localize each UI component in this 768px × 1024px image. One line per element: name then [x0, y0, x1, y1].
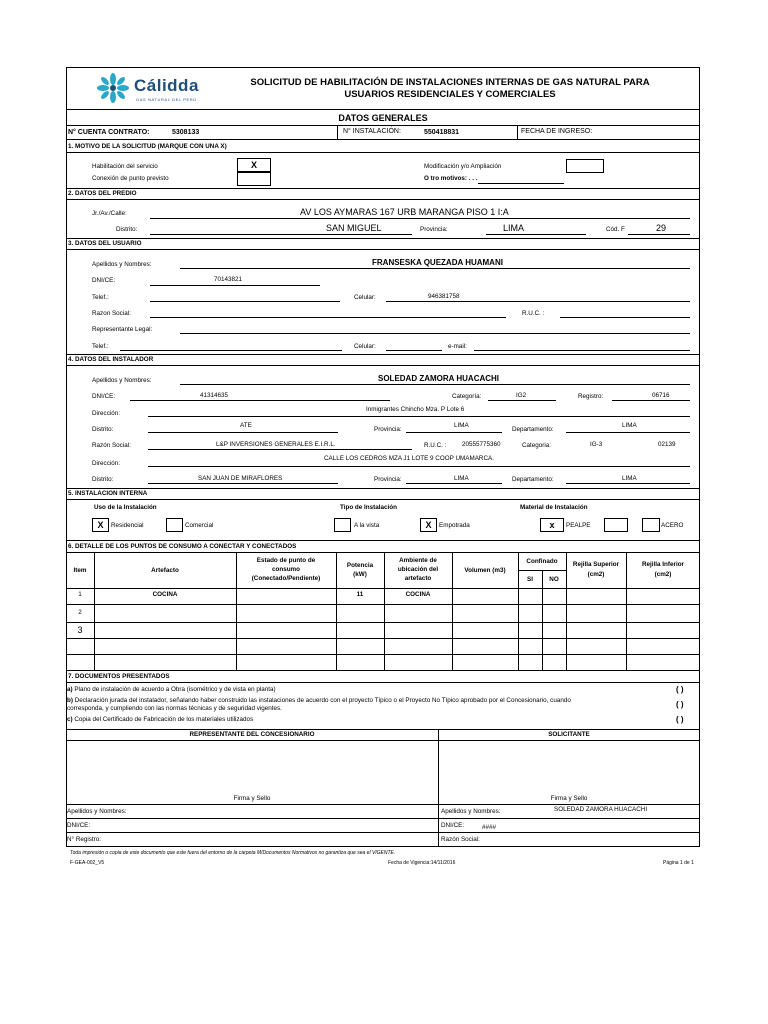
usuario-telef2-label: Telef.:: [92, 343, 109, 350]
col-potencia-1: Potencia: [346, 562, 374, 569]
instalador-registro2-value: 02139: [658, 441, 676, 448]
instalador-provincia-value: LIMA: [454, 422, 469, 429]
rep-nombres-label: Apellidos y Nombres:: [67, 808, 127, 815]
section-4-title: 4. DATOS DEL INSTALADOR: [68, 356, 154, 363]
otros-label: O tro motivos: . . .: [424, 175, 478, 182]
footer-pagina: Página 1 de 1: [663, 860, 694, 866]
material-label: Material de Instalación: [520, 504, 588, 511]
solicitante-title: SOLICITANTE: [548, 731, 590, 738]
residencial-checkbox[interactable]: X: [92, 518, 109, 532]
habilitacion-label: Habilitación del servicio: [92, 163, 158, 170]
instalador-provincia2-label: Provincia:: [374, 476, 402, 483]
rep-concesionario-title: REPRESENTANTE DEL CONCESIONARIO: [189, 731, 315, 738]
col-no: NO: [549, 576, 559, 583]
distrito-value: SAN MIGUEL: [326, 223, 382, 233]
usuario-celular2-label: Celular:: [354, 343, 376, 350]
vista-checkbox[interactable]: [334, 518, 351, 532]
comercial-checkbox[interactable]: [166, 518, 183, 532]
instalacion-value: 550418831: [424, 129, 460, 136]
instalador-categoria2-label: Categoria:: [522, 442, 552, 449]
instalador-distrito2-value: SAN JUAN DE MIRAFLORES: [198, 475, 283, 482]
section-1-title: 1. MOTIVO DE LA SOLICITUD (MARQUE CON UNA X): [68, 143, 227, 150]
instalador-departamento-label: Departamento:: [512, 426, 554, 433]
table-row-1-item: 1: [78, 591, 82, 598]
usuario-ruc-label: R.U.C. :: [522, 310, 545, 317]
doc-b-line2: corresponda, y cumpliendo con las normas técnicas y de seguridad vigentes.: [67, 705, 282, 712]
col-ambiente-3: artefacto: [404, 575, 432, 582]
rep-firma: Firma y Sello: [233, 795, 271, 802]
sol-razon-label: Razón Social:: [441, 836, 480, 843]
instalador-provincia-label: Provincia:: [374, 426, 402, 433]
col-superior-2: (cm2): [587, 571, 605, 578]
col-volumen: Volumen (m3): [464, 567, 506, 574]
modificacion-checkbox[interactable]: [566, 159, 604, 173]
doc-a: a) Plano de instalación de acuerdo a Obra (isométrico y de vista en planta): [67, 686, 276, 693]
section-5-title: 5. INSTALACION INTERNA: [68, 490, 148, 497]
usuario-celular-value: 946381758: [428, 293, 460, 300]
usuario-razon-label: Razon Social:: [92, 310, 131, 317]
instalador-registro-label: Registro:: [578, 393, 604, 400]
usuario-email-label: e-mail:: [448, 343, 467, 350]
doc-a-check[interactable]: ( ): [676, 685, 684, 694]
instalador-departamento2-value: LIMA: [622, 475, 637, 482]
instalador-distrito-value: ATE: [240, 422, 252, 429]
sol-nombres-label: Apellidos y Nombres:: [441, 808, 501, 815]
instalador-distrito-label: Distrito:: [92, 426, 114, 433]
sol-dni-label: DNI/CE:: [441, 822, 465, 829]
vista-label: A la vista: [354, 522, 380, 529]
footer-code: F-GEA-002_V5: [70, 860, 105, 866]
tipo-label: Tipo de Instalación: [340, 504, 397, 511]
instalador-direccion-label: Dirección:: [92, 410, 120, 417]
instalador-direccion2-label: Dirección:: [92, 460, 120, 467]
doc-b-check[interactable]: ( ): [676, 700, 684, 709]
instalador-razon-label: Razón Social:: [92, 442, 131, 449]
col-inferior-1: Rejilla Inferior: [642, 561, 684, 568]
usuario-dni-label: DNI/CE:: [92, 277, 116, 284]
section-7-title: 7. DOCUMENTOS PRESENTADOS: [68, 673, 170, 680]
instalador-direccion-value: Inmigrantes Chincho Mza. P Lote 6: [366, 406, 465, 413]
logo-tagline: GAS NATURAL DEL PERÚ: [136, 97, 197, 102]
acero-label: ACERO: [661, 522, 684, 529]
instalador-ruc-label: R.U.C. :: [424, 442, 447, 449]
cuenta-value: 5308133: [172, 129, 200, 136]
instalador-nombres-value: SOLEDAD ZAMORA HUACACHI: [378, 374, 500, 383]
cuenta-label: N° CUENTA CONTRATO:: [68, 129, 150, 136]
form-title-line1: SOLICITUD DE HABILITACIÓN DE INSTALACIONES INTERNAS DE GAS NATURAL PARA: [250, 77, 650, 88]
usuario-dni-value: 70143821: [214, 276, 243, 283]
instalador-dni-value: 41314635: [200, 392, 229, 399]
doc-b-line1: b) Declaración jurada del instalador, señalando haber construido las instalaciones de acuerdo con el proyecto Típico o el Proyecto No Típico aprobado por el Concesionario, cuando: [67, 697, 571, 704]
provincia-label: Provincia:: [420, 226, 448, 233]
doc-c-check[interactable]: ( ): [676, 715, 684, 724]
empotrada-label: Empotrada: [439, 522, 470, 529]
pealpe-checkbox[interactable]: x: [540, 518, 564, 532]
usuario-nombres-label: Apellidos y Nombres:: [92, 261, 152, 268]
usuario-celular-label: Celular:: [354, 294, 376, 301]
pealpe-label: PEALPE: [566, 522, 591, 529]
instalador-departamento-value: LIMA: [622, 422, 637, 429]
datos-generales-header: DATOS GENERALES: [338, 113, 428, 123]
calle-label: Jr./Av./Calle:: [92, 210, 127, 217]
table-row-2-item: 2: [78, 609, 82, 616]
sol-dni-value: ####: [482, 824, 497, 831]
distrito-label: Distrito:: [116, 226, 138, 233]
instalador-provincia2-value: LIMA: [454, 475, 469, 482]
instalador-ruc-value: 20555775360: [462, 441, 501, 448]
uso-label: Uso de la Instalación: [94, 504, 157, 511]
fecha-ingreso-label: FECHA DE INGRESO:: [521, 128, 593, 135]
footer-note: Toda impresión o copia de este documento que este fuera del entorno de la carpeta M/Documentos Normativos no garantiza que sea el VIGENTE.: [70, 850, 396, 856]
logo-name: Cálidda: [134, 76, 199, 95]
col-estado-1: Estado de punto de: [256, 557, 316, 564]
col-si: SI: [527, 576, 533, 583]
empotrada-checkbox[interactable]: X: [420, 518, 437, 532]
rep-registro-label: N° Registro:: [67, 836, 102, 843]
instalador-categoria-value: IG2: [516, 392, 527, 399]
comercial-label: Comercial: [185, 522, 214, 529]
usuario-telef-label: Telef.:: [92, 294, 109, 301]
conexion-label: Conexión de punto previsto: [92, 175, 169, 182]
col-ambiente-1: Ambiente de: [399, 557, 437, 564]
acero-checkbox[interactable]: [642, 518, 660, 532]
col-inferior-2: (cm2): [654, 571, 672, 578]
col-artefacto: Artefacto: [151, 567, 179, 574]
section-2-title: 2. DATOS DEL PREDIO: [68, 190, 137, 197]
col-superior-1: Rejilla Superior: [572, 561, 620, 568]
col-ambiente-2: ubicación del: [397, 566, 439, 573]
instalador-direccion2-value: CALLE LOS CEDROS MZA J1 LOTE 9 COOP UMAMARCA.: [324, 455, 494, 462]
residencial-label: Residencial: [111, 522, 144, 529]
col-confinado: Confinado: [526, 558, 558, 565]
section-6-title: 6. DETALLE DE LOS PUNTOS DE CONSUMO A CONECTAR Y CONECTADOS: [68, 543, 297, 550]
habilitacion-checkbox[interactable]: X: [237, 158, 271, 172]
table-row-1-artefacto: COCINA: [152, 591, 178, 598]
rep-dni-label: DNI/CE:: [67, 822, 91, 829]
col-estado-2: consumo: [272, 566, 300, 573]
instalador-nombres-label: Apellidos y Nombres:: [92, 377, 152, 384]
footer-vigencia: Fecha de Vigencia:14/11/2016: [388, 860, 456, 866]
table-row-3-item: 3: [77, 625, 83, 635]
col-estado-3: (Conectado/Pendiente): [251, 575, 321, 582]
instalador-categoria2-value: IG-3: [590, 441, 603, 448]
instalador-razon-value: L&P INVERSIONES GENERALES E.I.R.L.: [216, 441, 336, 448]
conexion-checkbox[interactable]: [237, 172, 271, 186]
instalador-departamento2-label: Departamento:: [512, 476, 554, 483]
instalador-dni-label: DNI/CE:: [92, 393, 116, 400]
provincia-value: LIMA: [503, 223, 525, 233]
cod-value: 29: [656, 223, 667, 233]
modificacion-label: Modificación y/o Ampliación: [424, 163, 502, 170]
calle-value: AV LOS AYMARAS 167 URB MARANGA PISO 1 I:A: [300, 207, 509, 217]
form-title-line2: USUARIOS RESIDENCIALES Y COMERCIALES: [344, 89, 556, 100]
material-blank-checkbox[interactable]: [604, 518, 628, 532]
sol-firma: Firma y Sello: [550, 795, 588, 802]
instalador-registro-value: 06716: [652, 392, 670, 399]
usuario-nombres-value: FRANSESKA QUEZADA HUAMANI: [372, 258, 503, 267]
section-3-title: 3. DATOS DEL USUARIO: [68, 240, 142, 247]
instalador-distrito2-label: Distrito:: [92, 476, 114, 483]
sol-nombres-value: SOLEDAD ZAMORA HUACACHI: [554, 806, 648, 813]
instalador-categoria-label: Categoría:: [452, 393, 482, 400]
instalacion-label: N° INSTALACIÓN:: [343, 128, 401, 135]
col-potencia-2: (kW): [353, 571, 367, 578]
doc-c: c) Copia del Certificado de Fabricación de los materiales utilizados: [67, 716, 254, 723]
table-row-1-ambiente: COCINA: [405, 591, 431, 598]
col-item: Item: [73, 567, 87, 574]
table-row-1-potencia: 11: [356, 591, 364, 598]
cod-label: Cód. F: [606, 226, 625, 233]
usuario-rep-label: Representante Legal:: [92, 326, 153, 333]
